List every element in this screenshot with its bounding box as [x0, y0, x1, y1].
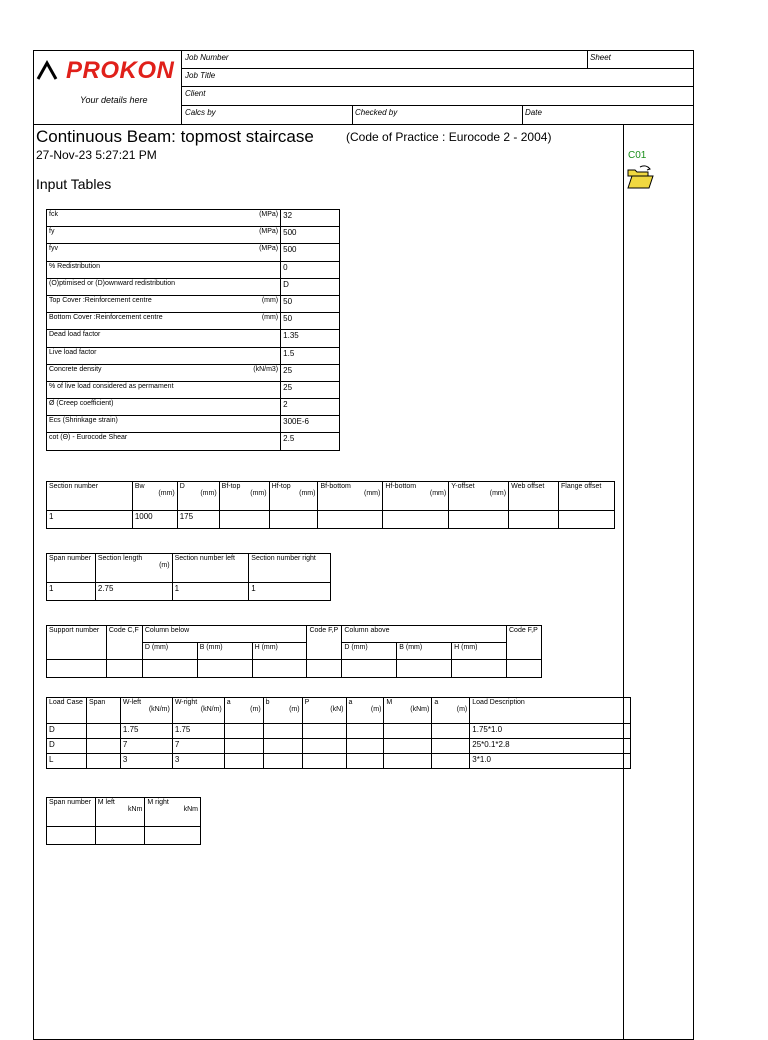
supports-table — [46, 625, 542, 678]
table-row — [47, 261, 340, 278]
column-header — [47, 798, 96, 827]
parameter-value[interactable]: 50 — [281, 313, 340, 330]
column-header-unit: (mm) — [200, 490, 217, 497]
column-below-header: Column below — [142, 626, 307, 643]
parameter-label: fck — [49, 211, 58, 218]
column-header-name: b — [265, 699, 270, 706]
column-header-unit: (m) — [456, 706, 468, 713]
column-header — [172, 698, 224, 724]
column-header — [249, 554, 331, 583]
parameter-unit: (MPa) — [259, 245, 279, 253]
table-row — [47, 313, 340, 330]
table-row — [47, 739, 631, 754]
table-cell[interactable]: 3*1.0 — [470, 754, 631, 769]
table-cell[interactable]: 1.75*1.0 — [470, 724, 631, 739]
table-cell[interactable] — [86, 739, 120, 754]
column-header-name: W-right — [174, 699, 198, 706]
table-cell[interactable] — [106, 660, 142, 678]
table-cell[interactable]: 175 — [177, 511, 219, 529]
column-header-unit: (m) — [289, 706, 300, 713]
parameter-unit: (MPa) — [259, 211, 279, 218]
table-row — [47, 511, 615, 529]
column-header-name: M right — [147, 799, 169, 806]
column-header — [219, 482, 269, 511]
column-header-unit: (mm) — [250, 490, 267, 497]
column-header-name: Y-offset — [451, 483, 475, 490]
parameter-value[interactable]: 2 — [281, 399, 340, 416]
code-fp-header: Code F,P — [507, 626, 542, 660]
table-cell[interactable]: L — [47, 754, 87, 769]
column-header-name: Hf-top — [271, 483, 291, 490]
table-cell[interactable] — [346, 754, 384, 769]
column-header-name: Hf-bottom — [385, 483, 417, 490]
table-cell[interactable] — [346, 724, 384, 739]
column-header — [132, 482, 177, 511]
header-divider — [522, 105, 523, 124]
h-header: H (mm) — [452, 643, 507, 660]
parameter-unit: (mm) — [261, 314, 279, 322]
parameter-value[interactable]: 500 — [281, 244, 340, 261]
column-header — [47, 554, 96, 583]
loads-table — [46, 697, 631, 769]
table-cell[interactable] — [197, 660, 252, 678]
parameter-value[interactable]: 1.35 — [281, 330, 340, 347]
table-cell[interactable] — [224, 754, 263, 769]
column-header-name: Load Case — [49, 699, 83, 706]
table-row — [47, 827, 201, 845]
parameter-value[interactable]: 1.5 — [281, 347, 340, 364]
table-row — [47, 660, 542, 678]
checked-by-label: Checked by — [355, 108, 398, 117]
table-row — [47, 381, 340, 398]
column-header-name: Span number — [49, 555, 92, 562]
table-row — [47, 347, 340, 364]
column-header-name: Section number — [49, 483, 99, 490]
column-header-name: Bw — [134, 483, 145, 490]
table-cell[interactable] — [452, 660, 507, 678]
header-row — [47, 798, 201, 827]
client-label: Client — [185, 89, 206, 98]
parameter-label-cell — [47, 416, 281, 433]
spans-table — [46, 553, 331, 601]
calc-reference-label: C01 — [628, 150, 647, 161]
table-cell[interactable] — [47, 827, 96, 845]
column-header-name: a — [226, 699, 231, 706]
table-cell[interactable] — [269, 511, 318, 529]
table-row — [47, 754, 631, 769]
column-header-name: Section length — [97, 555, 143, 562]
table-row — [47, 330, 340, 347]
header-row — [47, 554, 331, 583]
column-header-name: Section number left — [174, 555, 235, 562]
column-header-name: a — [434, 699, 439, 706]
table-row — [47, 583, 331, 601]
parameter-label-cell — [47, 433, 281, 450]
column-header — [47, 698, 87, 724]
code-fp-header: Code F,P — [307, 626, 342, 660]
column-above-header: Column above — [342, 626, 507, 643]
column-header-name: W-left — [122, 699, 142, 706]
column-header — [263, 698, 302, 724]
column-header — [383, 482, 449, 511]
table-cell[interactable] — [384, 754, 432, 769]
table-cell[interactable] — [224, 724, 263, 739]
column-header — [269, 482, 318, 511]
column-header — [384, 698, 432, 724]
column-header — [120, 698, 172, 724]
column-header — [172, 554, 249, 583]
open-folder-icon[interactable] — [626, 164, 654, 190]
column-header-name: M left — [97, 799, 115, 806]
column-header-name: M — [386, 699, 393, 706]
column-header — [224, 698, 263, 724]
table-cell[interactable] — [342, 660, 397, 678]
table-cell[interactable]: 7 — [172, 739, 224, 754]
parameter-value[interactable]: 25 — [281, 364, 340, 381]
page-frame — [33, 50, 694, 1040]
parameter-label: % Redistribution — [49, 262, 100, 270]
column-header — [432, 698, 470, 724]
parameter-label: fy — [49, 228, 55, 236]
column-header — [177, 482, 219, 511]
table-cell[interactable]: 1000 — [132, 511, 177, 529]
column-header-unit: (m) — [250, 706, 261, 713]
column-header-unit: (kN/m) — [148, 706, 170, 713]
parameter-label-cell — [47, 313, 281, 330]
column-header-name: Span — [88, 699, 106, 706]
header-divider — [33, 124, 694, 125]
column-header-unit: (mm) — [429, 490, 447, 497]
column-header-name: a — [348, 699, 353, 706]
header-divider — [352, 105, 353, 124]
table-cell[interactable]: 3 — [172, 754, 224, 769]
column-header-name: Load Description — [472, 699, 525, 706]
parameter-label-cell — [47, 399, 281, 416]
table-cell[interactable]: D — [47, 739, 87, 754]
parameter-label-cell — [47, 227, 281, 244]
parameter-value[interactable]: 25 — [281, 381, 340, 398]
company-details: Your details here — [80, 95, 148, 105]
parameter-label: (O)ptimised or (D)ownward redistribution — [49, 279, 176, 287]
sheet-label: Sheet — [590, 53, 611, 62]
table-cell[interactable] — [95, 827, 145, 845]
parameter-value[interactable]: 0 — [281, 261, 340, 278]
table-cell[interactable] — [263, 754, 302, 769]
table-cell[interactable]: 1 — [47, 583, 96, 601]
column-header — [145, 798, 201, 827]
column-header-name: P — [304, 699, 310, 706]
table-row — [47, 724, 631, 739]
table-cell[interactable] — [263, 724, 302, 739]
parameter-value[interactable]: D — [281, 278, 340, 295]
column-header-unit: (mm) — [489, 490, 507, 497]
header-divider — [182, 68, 694, 69]
sections-table — [46, 481, 615, 529]
parameter-label-cell — [47, 347, 281, 364]
parameter-label-cell — [47, 330, 281, 347]
header-row — [47, 698, 631, 724]
table-row — [47, 364, 340, 381]
parameter-value[interactable]: 50 — [281, 295, 340, 312]
parameter-value[interactable]: 500 — [281, 227, 340, 244]
table-row — [47, 399, 340, 416]
column-header-unit: (kNm) — [410, 706, 430, 713]
parameter-value[interactable]: 32 — [281, 210, 340, 227]
table-row — [47, 416, 340, 433]
table-cell[interactable]: 25*0.1*2.8 — [470, 739, 631, 754]
parameter-value[interactable]: 2.5 — [281, 433, 340, 450]
table-cell[interactable] — [47, 660, 107, 678]
table-cell[interactable] — [145, 827, 201, 845]
table-cell[interactable] — [346, 739, 384, 754]
table-cell[interactable]: 1.75 — [120, 724, 172, 739]
code-cf-header: Code C,F — [106, 626, 142, 660]
d-header: D (mm) — [142, 643, 197, 660]
parameter-unit: (MPa) — [259, 228, 279, 236]
column-header — [449, 482, 509, 511]
code-of-practice: (Code of Practice : Eurocode 2 - 2004) — [346, 130, 552, 144]
column-header — [509, 482, 559, 511]
parameter-label: fyv — [49, 245, 58, 253]
column-header — [95, 798, 145, 827]
table-row — [47, 244, 340, 261]
moments-table — [46, 797, 201, 845]
table-cell[interactable] — [318, 511, 383, 529]
h-header: H (mm) — [252, 643, 307, 660]
table-cell[interactable] — [86, 754, 120, 769]
b-header: B (mm) — [197, 643, 252, 660]
table-cell[interactable]: D — [47, 724, 87, 739]
column-header — [346, 698, 384, 724]
table-cell[interactable]: 7 — [120, 739, 172, 754]
column-header-name: Bf-top — [221, 483, 241, 490]
parameter-label: % of live load considered as permament — [49, 382, 174, 390]
table-cell[interactable] — [263, 739, 302, 754]
column-header-unit: (mm) — [158, 490, 175, 497]
table-cell[interactable]: 1 — [172, 583, 249, 601]
parameter-unit: (kN/m3) — [253, 365, 279, 373]
column-header — [47, 482, 133, 511]
column-header-name: Span number — [49, 799, 92, 806]
job-number-label: Job Number — [185, 53, 229, 62]
table-row — [47, 278, 340, 295]
column-header-name: Section number right — [251, 555, 316, 562]
table-cell[interactable] — [449, 511, 509, 529]
calcs-by-label: Calcs by — [185, 108, 216, 117]
table-row — [47, 433, 340, 450]
parameter-unit: (mm) — [261, 296, 279, 304]
table-cell[interactable] — [383, 511, 449, 529]
d-header: D (mm) — [342, 643, 397, 660]
header-divider — [182, 86, 694, 87]
table-row — [47, 227, 340, 244]
column-header-unit: (kN) — [330, 706, 344, 713]
column-header-unit: (kN/m) — [200, 706, 222, 713]
column-header-unit: (mm) — [364, 490, 381, 497]
column-header — [318, 482, 383, 511]
parameter-label-cell — [47, 244, 281, 261]
column-header-unit: kNm — [183, 806, 198, 813]
date-label: Date — [525, 108, 542, 117]
table-cell[interactable] — [307, 660, 342, 678]
table-cell[interactable] — [302, 739, 346, 754]
column-header-name: Web offset — [511, 483, 545, 490]
table-cell[interactable] — [302, 754, 346, 769]
table-cell[interactable] — [384, 739, 432, 754]
column-header — [95, 554, 172, 583]
parameter-label-cell — [47, 295, 281, 312]
table-cell[interactable] — [559, 511, 615, 529]
header-divider — [182, 105, 694, 106]
parameter-label: Bottom Cover :Reinforcement centre — [49, 314, 163, 322]
column-header-name: Bf-bottom — [320, 483, 351, 490]
table-cell[interactable] — [252, 660, 307, 678]
table-row — [47, 295, 340, 312]
parameter-label: Ecs (Shrinkage strain) — [49, 417, 118, 425]
parameter-label-cell — [47, 364, 281, 381]
column-header-unit: (m) — [159, 562, 170, 569]
input-parameters-table — [46, 209, 340, 451]
page-title: Continuous Beam: topmost staircase — [36, 127, 314, 146]
table-cell[interactable]: 1 — [47, 511, 133, 529]
parameter-label: Live load factor — [49, 348, 97, 356]
table-cell[interactable] — [302, 724, 346, 739]
table-cell[interactable] — [384, 724, 432, 739]
header-row — [47, 482, 615, 511]
column-header — [559, 482, 615, 511]
column-header-unit: (m) — [370, 706, 382, 713]
parameter-label: Ø (Creep coefficient) — [49, 400, 114, 408]
table-cell[interactable] — [507, 660, 542, 678]
table-cell[interactable]: 1.75 — [172, 724, 224, 739]
table-cell[interactable]: 3 — [120, 754, 172, 769]
parameter-label-cell — [47, 261, 281, 278]
parameter-label: Top Cover :Reinforcement centre — [49, 296, 152, 304]
b-header: B (mm) — [397, 643, 452, 660]
table-cell[interactable] — [142, 660, 197, 678]
job-title-label: Job Title — [185, 71, 216, 80]
table-row — [47, 210, 340, 227]
table-cell[interactable]: 2.75 — [95, 583, 172, 601]
table-cell[interactable] — [397, 660, 452, 678]
parameter-label-cell — [47, 381, 281, 398]
parameter-label: Concrete density — [49, 365, 102, 373]
table-cell[interactable] — [86, 724, 120, 739]
column-header — [470, 698, 631, 724]
timestamp: 27-Nov-23 5:27:21 PM — [36, 148, 157, 162]
column-header-name: D — [179, 483, 185, 490]
table-cell[interactable] — [224, 739, 263, 754]
table-cell[interactable] — [509, 511, 559, 529]
margin-divider — [623, 124, 624, 1040]
table-cell[interactable]: 1 — [249, 583, 331, 601]
table-cell[interactable] — [432, 724, 470, 739]
parameter-label: cot (Θ) - Eurocode Shear — [49, 434, 128, 442]
parameter-label: Dead load factor — [49, 331, 101, 339]
column-header-unit: (mm) — [299, 490, 316, 497]
section-heading: Input Tables — [36, 176, 112, 192]
support-number-header: Support number — [47, 626, 107, 660]
parameter-value[interactable]: 300E-6 — [281, 416, 340, 433]
column-header — [86, 698, 120, 724]
column-header-name: Flange offset — [561, 483, 602, 490]
logo-text: PROKON — [66, 57, 175, 84]
parameter-label-cell — [47, 278, 281, 295]
column-header-unit: kNm — [128, 806, 143, 813]
table-cell[interactable] — [219, 511, 269, 529]
parameter-label-cell — [47, 210, 281, 227]
table-cell[interactable] — [432, 754, 470, 769]
table-cell[interactable] — [432, 739, 470, 754]
column-header — [302, 698, 346, 724]
header-divider — [587, 50, 588, 68]
